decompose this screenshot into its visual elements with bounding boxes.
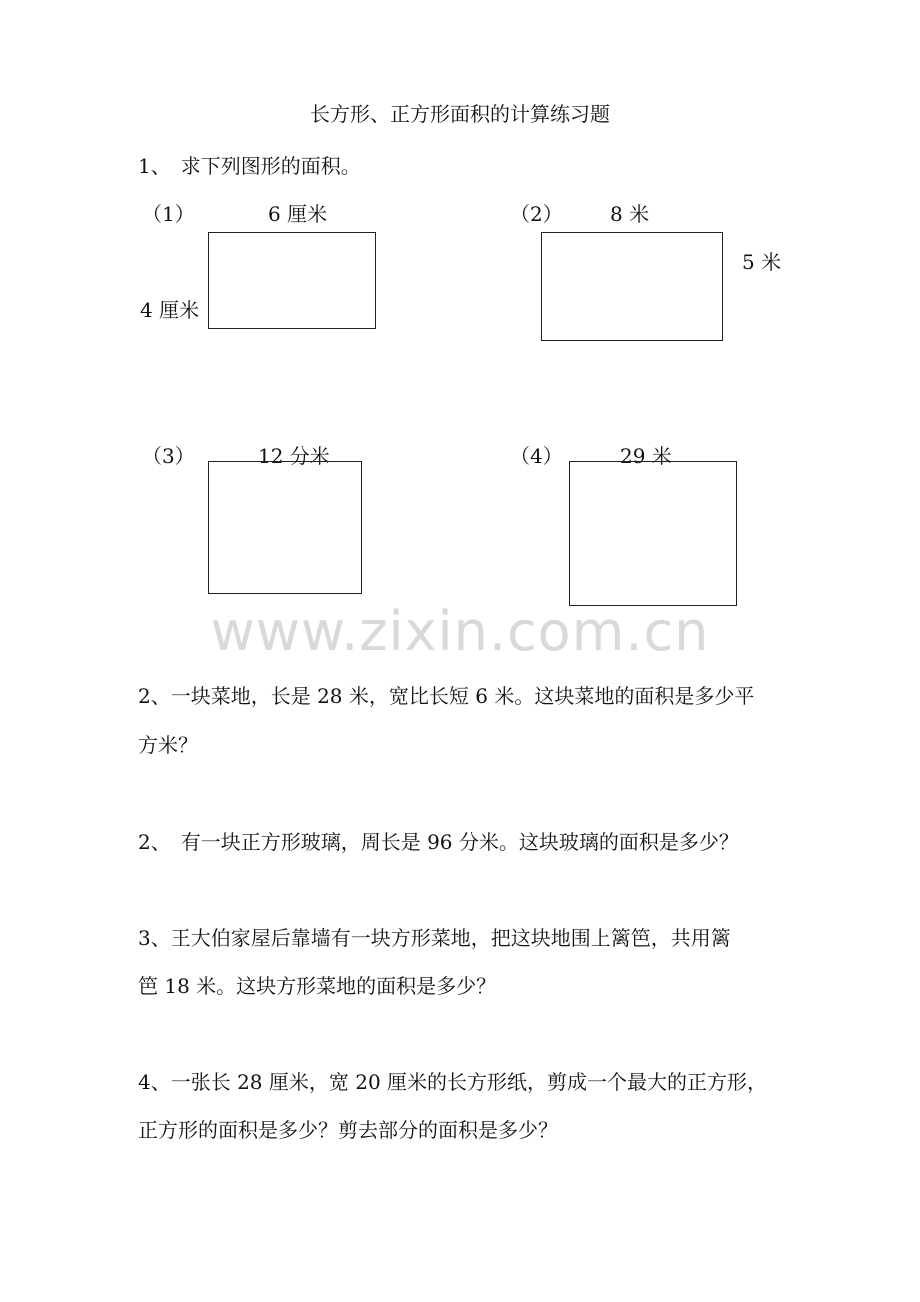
problem-3-line-1: 3、王大伯家屋后靠墙有一块方形菜地，把这块地围上篱笆，共用篱 (138, 926, 731, 950)
figure-2-rectangle (541, 232, 723, 341)
figure-3-top-dimension: 12 分米 (258, 444, 330, 468)
figure-2-top-dimension: 8 米 (610, 202, 650, 226)
figure-4-top-dimension: 29 米 (620, 444, 672, 468)
figure-1-rectangle (208, 232, 376, 329)
problem-2-line-1: 2、一块菜地，长是 28 米，宽比长短 6 米。这块菜地的面积是多少平 (138, 684, 755, 708)
problem-2b-line-1: 2、 有一块正方形玻璃，周长是 96 分米。这块玻璃的面积是多少？ (138, 830, 739, 854)
watermark: www.zixin.com.cn (210, 600, 710, 663)
problem-4-line-1: 4、一张长 28 厘米，宽 20 厘米的长方形纸，剪成一个最大的正方形， (138, 1070, 768, 1094)
figure-2-side-dimension: 5 米 (742, 250, 782, 274)
problem-3-line-2: 笆 18 米。这块方形菜地的面积是多少？ (138, 974, 497, 998)
figure-3-label: （3） (142, 444, 195, 468)
problem-4-line-2: 正方形的面积是多少？剪去部分的面积是多少？ (138, 1118, 558, 1142)
page-title: 长方形、正方形面积的计算练习题 (310, 102, 610, 126)
figure-1-side-dimension: 4 厘米 (140, 298, 200, 322)
problem-2-line-2: 方米？ (138, 733, 198, 757)
figure-4-square (569, 461, 737, 606)
question-1-heading: 1、 求下列图形的面积。 (138, 154, 361, 178)
figure-3-square (208, 461, 362, 594)
figure-1-label: （1） (142, 202, 195, 226)
figure-2-label: （2） (510, 202, 563, 226)
figure-4-label: （4） (510, 444, 563, 468)
figure-1-top-dimension: 6 厘米 (268, 202, 328, 226)
